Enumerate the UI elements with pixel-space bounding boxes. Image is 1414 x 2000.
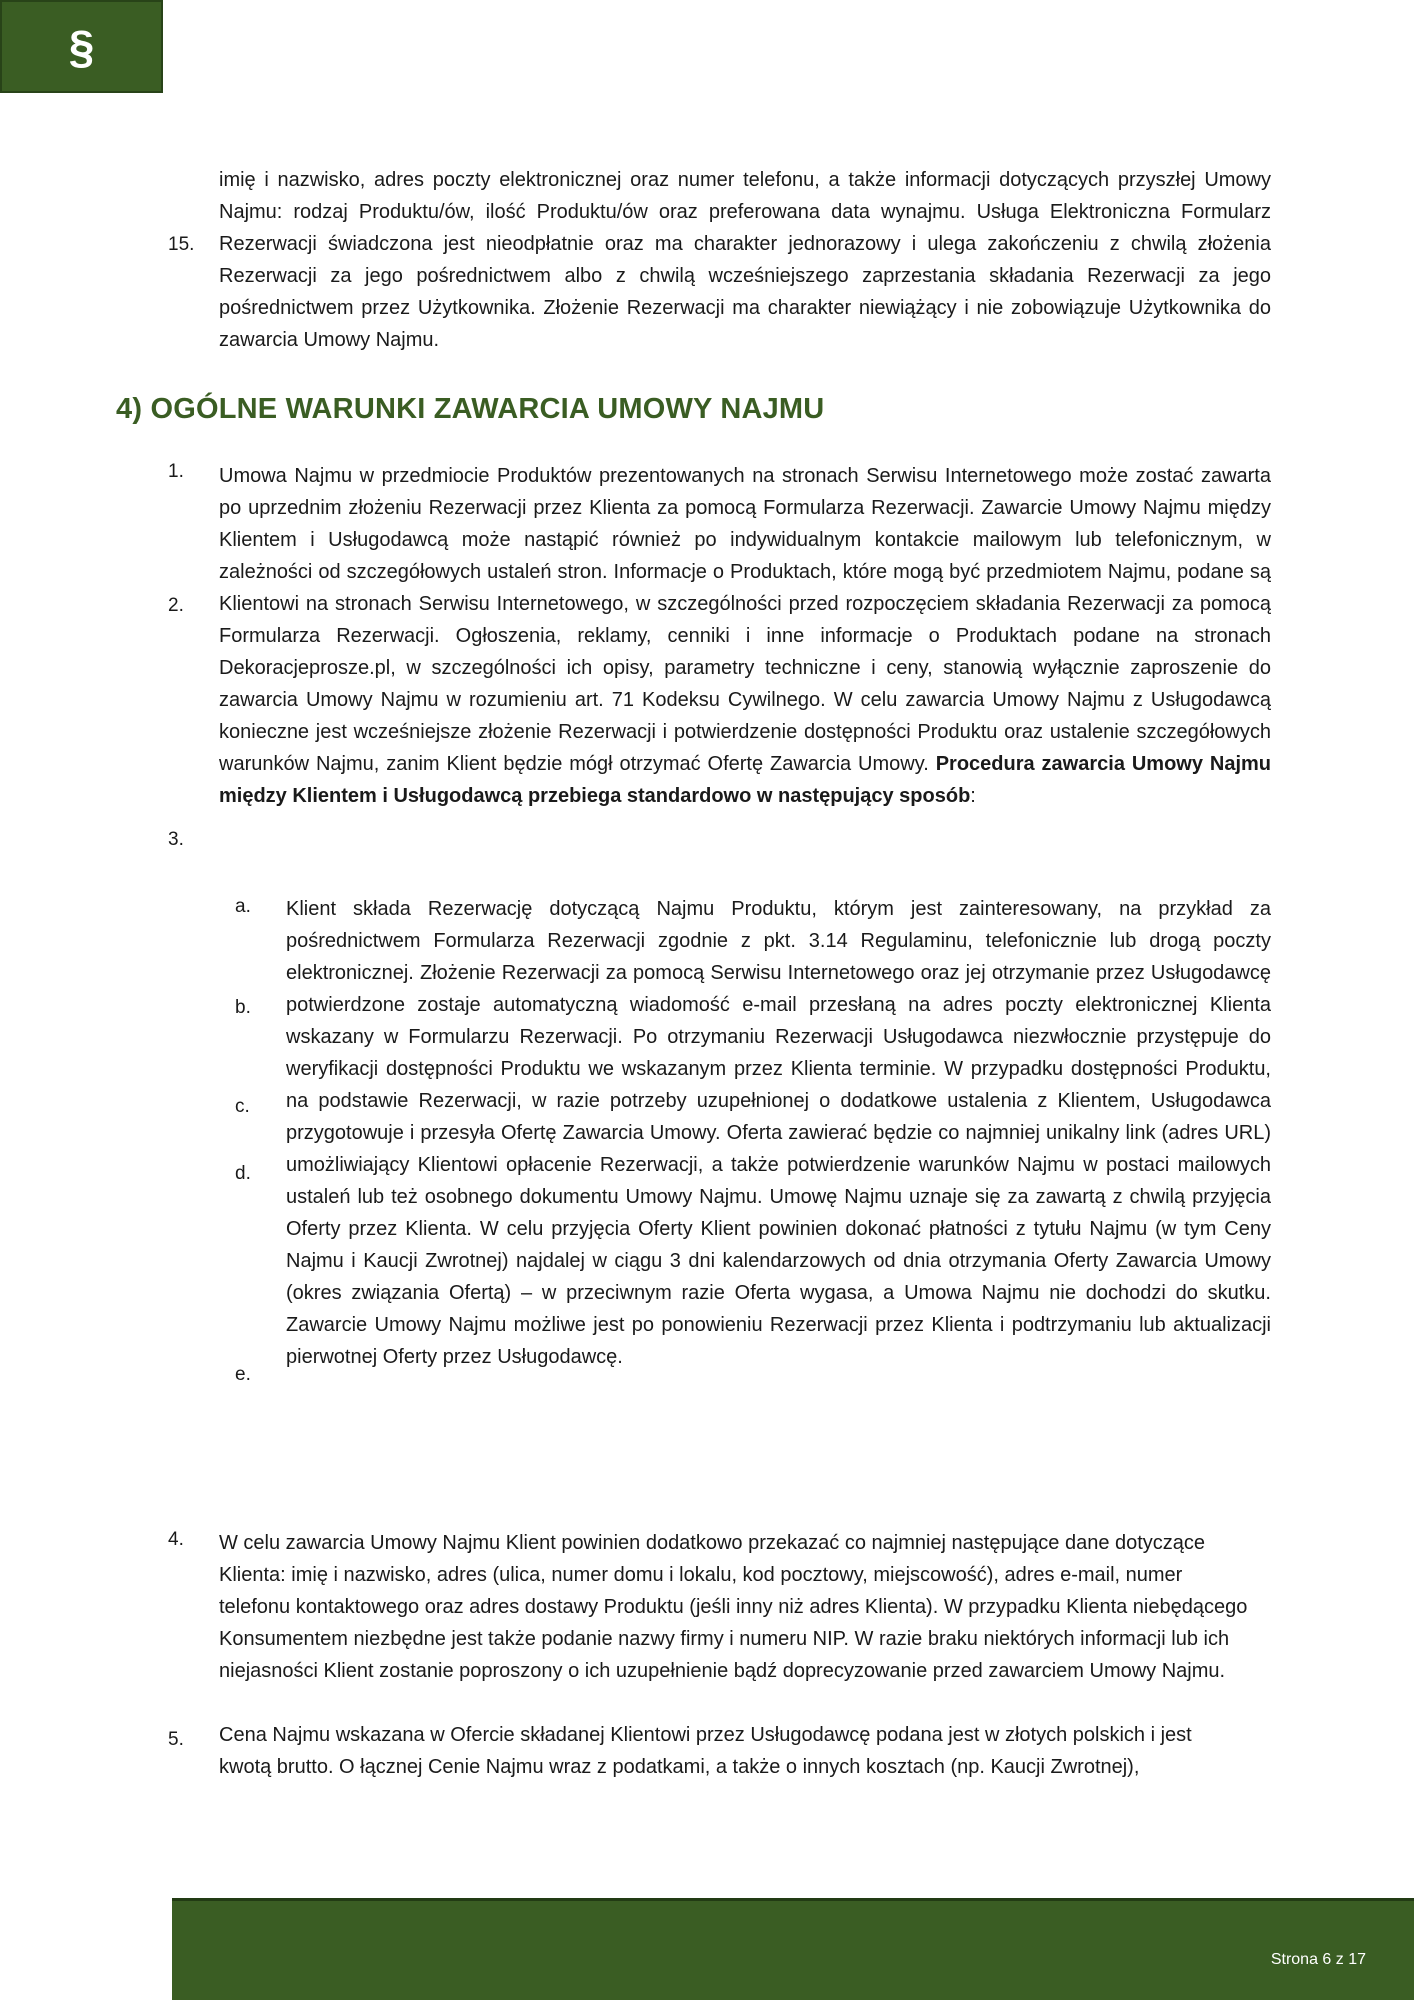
sub-items-text: Klient składa Rezerwację dotyczącą Najmu Produktu, którym jest zainteresowany, na przykład za pośrednictwem Formularza Rezerwacji zgodnie z pkt. 3.14 Regulaminu, telefonicznie lub drogą poczty elektronicznej. Złożenie Rezerwacji za pomocą Serwisu Internetowego oraz jej otrzymanie przez Usługodawcę potwierdzone zostaje automatyczną wiadomość e-mail przesłaną na adres poczty elektronicznej Klienta wskazany w Formularzu Rezerwacji. Po otrzymaniu Rezerwacji Usługodawca niezwłocznie przystępuje do weryfikacji dostępności Produktu we wskazanym przez Klienta terminie. W przypadku dostępności Produktu, na podstawie Rezerwacji, w razie potrzeby uzupełnionej o dodatkowe ustalenia z Klientem, Usługodawca przygotowuje i przesyła Ofertę Zawarcia Umowy. Oferta zawierać będzie co najmniej unikalny link (adres URL) umożliwiający Klientowi opłacenie Rezerwacji, a także potwierdzenie warunków Najmu w postaci mailowych ustaleń lub też osobnego dokumentu Umowy Najmu. Umowę Najmu uznaje się za zawartą z chwilą przyjęcia Oferty przez Klienta. W celu przyjęcia Oferty Klient powinien dokonać płatności z tytułu Najmu (w tym Ceny Najmu i Kaucji Zwrotnej) najdalej w ciągu 3 dni kalendarzowych od dnia otrzymania Oferty Zawarcia Umowy (okres związania Ofertą) – w przeciwnym razie Oferta wygasa, a Umowa Najmu nie dochodzi do skutku. Zawarcie Umowy Najmu możliwe jest po ponowieniu Rezerwacji przez Klienta i podtrzymaniu lub aktualizacji pierwotnej Oferty przez Usługodawcę. (286, 898, 1271, 1368)
sub-letter-e: e. (235, 1364, 251, 1385)
item-number-15: 15. (168, 234, 195, 255)
item-4-text: W celu zawarcia Umowy Najmu Klient powinien dodatkowo przekazać co najmniej następujące dane dotyczące Klienta: imię i nazwisko, adres (ulica, numer domu i lokalu, kod pocztowy, miejscowość), adres e-mail, numer telefonu kontaktowego oraz adres dostawy Produktu (jeśli inny niż adres Klienta). W przypadku Klienta niebędącego Konsumentem niezbędne jest także podanie nazwy firmy i numeru NIP. W razie braku niektórych informacji lub ich niejasności Klient zostanie poproszony o ich uzupełnienie bądź doprecyzowanie przed zawarciem Umowy Najmu. (219, 1532, 1248, 1682)
footer-bar (172, 1898, 1414, 2000)
procedure-colon: : (970, 785, 976, 807)
item-number-2: 2. (168, 595, 184, 616)
section-symbol-logo (0, 0, 163, 93)
section-heading: 4) OGÓLNE WARUNKI ZAWARCIA UMOWY NAJMU (116, 393, 825, 425)
section-body-text (219, 460, 1271, 812)
sub-letter-a: a. (235, 896, 251, 917)
sub-letter-c: c. (235, 1096, 250, 1117)
item-number-1: 1. (168, 461, 184, 482)
section-body-plain: Umowa Najmu w przedmiocie Produktów prezentowanych na stronach Serwisu Internetowego może zostać zawarta po uprzednim złożeniu Rezerwacji przez Klienta za pomocą Formularza Rezerwacji. Zawarcie Umowy Najmu między Klientem i Usługodawcą może nastąpić również po indywidualnym kontakcie mailowym lub telefonicznym, w zależności od szczegółowych ustaleń stron. Informacje o Produktach, które mogą być przedmiotem Najmu, podane są Klientowi na stronach Serwisu Internetowego, w szczególności przed rozpoczęciem składania Rezerwacji za pomocą Formularza Rezerwacji. Ogłoszenia, reklamy, cenniki i inne informacje o Produktach podane na stronach Dekoracjeprosze.pl, w szczególności ich opisy, parametry techniczne i ceny, stanowią wyłącznie zaproszenie do zawarcia Umowy Najmu w rozumieniu art. 71 Kodeksu Cywilnego. W celu zawarcia Umowy Najmu z Usługodawcą konieczne jest wcześniejsze złożenie Rezerwacji i potwierdzenie dostępności Produktu oraz ustalenie szczegółowych warunków Najmu, zanim Klient będzie mógł otrzymać Ofertę Zawarcia Umowy. (219, 465, 1271, 775)
item-number-3: 3. (168, 829, 184, 850)
section-sign-icon: § (68, 20, 95, 73)
page-number: Strona 6 z 17 (1270, 1951, 1366, 1968)
item-5-text: Cena Najmu wskazana w Ofercie składanej Klientowi przez Usługodawcę podana jest w złotych polskich i jest kwotą brutto. O łącznej Cenie Najmu wraz z podatkami, a także o innych kosztach (np. Kaucji Zwrotnej), (219, 1724, 1192, 1778)
item-number-5: 5. (168, 1729, 184, 1750)
procedure-bold-text: Procedura zawarcia Umowy Najmu między Klientem i Usługodawcą przebiega standardowo w następujący sposób (219, 753, 1272, 807)
item-15-text: imię i nazwisko, adres poczty elektronicznej oraz numer telefonu, a także informacji dotyczących przyszłej Umowy Najmu: rodzaj Produktu/ów, ilość Produktu/ów oraz preferowana data wynajmu. Usługa Elektroniczna Formularz Rezerwacji świadczona jest nieodpłatnie oraz ma charakter jednorazowy i ulega zakończeniu z chwilą złożenia Rezerwacji za jego pośrednictwem albo z chwilą wcześniejszego zaprzestania składania Rezerwacji za jego pośrednictwem przez Użytkownika. Złożenie Rezerwacji ma charakter niewiążący i nie zobowiązuje Użytkownika do zawarcia Umowy Najmu. (219, 169, 1271, 351)
sub-letter-d: d. (235, 1163, 251, 1184)
item-number-4: 4. (168, 1529, 184, 1550)
sub-letter-b: b. (235, 997, 251, 1018)
